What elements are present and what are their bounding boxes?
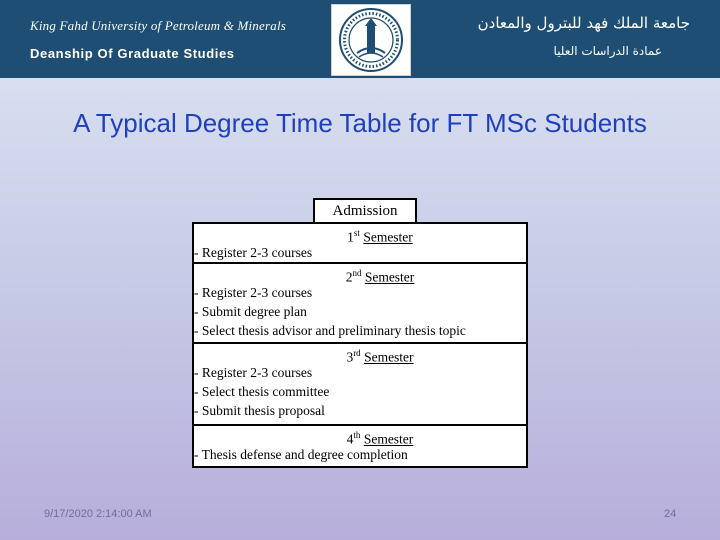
semester-ordinal: 1 [347,229,354,245]
slide-title: A Typical Degree Time Table for FT MSc Students [73,108,647,138]
semester-ordinal-suffix: nd [352,268,362,278]
semester-box-2 [192,262,528,344]
semester-heading [194,344,526,363]
footer-date: 9/17/2020 2:14:00 AM [44,508,152,520]
university-name-ar: جامعة الملك فهد للبترول والمعادن [477,14,690,32]
semester-box-4 [192,424,528,468]
semester-heading [194,264,526,283]
semester-ordinal-suffix: st [353,228,360,238]
semester-label: Semester [364,269,415,285]
semester-item: - Thesis defense and degree completion [194,447,408,462]
department-name-ar: عمادة الدراسات العليا [553,44,662,58]
kfupm-seal-icon [331,4,411,76]
admission-box: Admission [313,198,417,224]
semester-ordinal: 3 [346,349,354,365]
semester-label: Semester [364,349,414,365]
semester-item: - Submit thesis proposal [194,403,325,418]
semester-label: Semester [363,229,413,245]
semester-heading [194,224,526,243]
semester-heading [194,426,526,445]
semester-item: - Register 2-3 courses [194,365,313,380]
semester-ordinal-suffix: rd [353,348,361,358]
semester-box-1 [192,222,528,264]
semester-ordinal: 2 [345,269,353,285]
semester-item: - Register 2-3 courses [194,285,313,300]
semester-item: - Select thesis committee [194,384,330,399]
semester-item: - Register 2-3 courses [194,245,313,260]
header-banner [0,0,720,78]
page-number: 24 [664,508,677,520]
semester-item: - Select thesis advisor and preliminary thesis topic [194,323,466,338]
department-name-en: Deanship Of Graduate Studies [30,46,235,61]
university-name-en: King Fahd University of Petroleum & Minerals [30,18,287,33]
semester-item: - Submit degree plan [194,304,307,319]
semester-label: Semester [363,431,414,447]
semester-ordinal-suffix: th [353,430,361,440]
semester-ordinal: 4 [346,431,354,447]
semester-box-3 [192,342,528,426]
